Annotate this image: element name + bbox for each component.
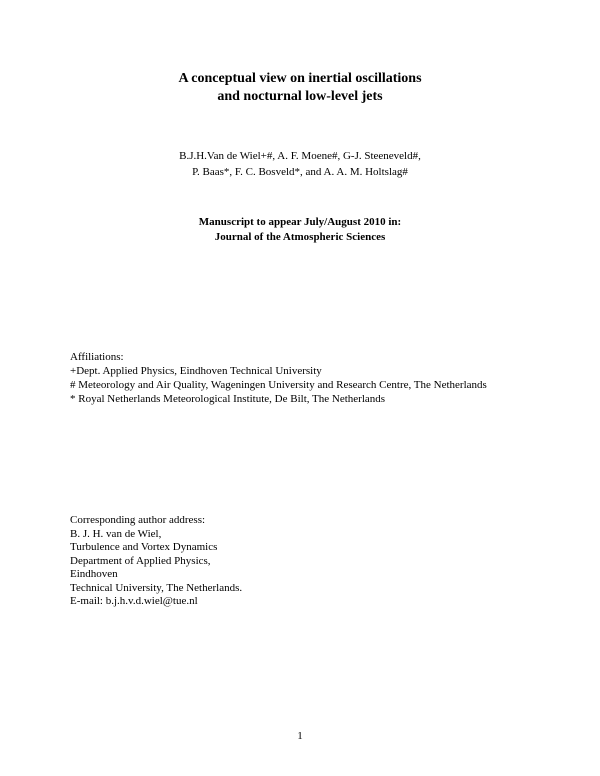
affiliation-item: # Meteorology and Air Quality, Wageningen University and Research Centre, The Netherlands bbox=[70, 379, 487, 391]
manuscript-line-1: Manuscript to appear July/August 2010 in: bbox=[198, 216, 402, 228]
affiliations-heading: Affiliations: bbox=[70, 351, 124, 363]
email-line: E-mail: b.j.h.v.d.wiel@tue.nl bbox=[70, 595, 198, 607]
journal-name: Journal of the Atmospheric Sciences bbox=[214, 231, 386, 243]
paper-title bbox=[0, 70, 600, 106]
authors-line-1: B.J.H.Van de Wiel+#, A. F. Moene#, G-J. Steeneveld#, bbox=[179, 150, 421, 162]
page-number: 1 bbox=[297, 730, 303, 742]
affiliation-item: * Royal Netherlands Meteorological Institute, De Bilt, The Netherlands bbox=[70, 393, 386, 405]
address-line: Department of Applied Physics, bbox=[70, 554, 211, 567]
author-list bbox=[0, 148, 600, 180]
affiliations-block bbox=[70, 350, 590, 406]
manuscript-note bbox=[0, 215, 600, 245]
corresponding-author-block bbox=[70, 514, 370, 609]
title-line-2: and nocturnal low-level jets bbox=[217, 89, 383, 104]
address-line: Turbulence and Vortex Dynamics bbox=[70, 541, 218, 553]
address-line: Technical University, The Netherlands. bbox=[70, 581, 243, 594]
address-line: Eindhoven bbox=[70, 568, 118, 580]
affiliation-item: +Dept. Applied Physics, Eindhoven Technical University bbox=[70, 365, 322, 377]
address-line: B. J. H. van de Wiel, bbox=[70, 527, 162, 540]
title-line-1: A conceptual view on inertial oscillations bbox=[178, 71, 422, 86]
corresponding-heading: Corresponding author address: bbox=[70, 514, 206, 526]
authors-line-2: P. Baas*, F. C. Bosveld*, and A. A. M. Holtslag# bbox=[192, 166, 408, 178]
